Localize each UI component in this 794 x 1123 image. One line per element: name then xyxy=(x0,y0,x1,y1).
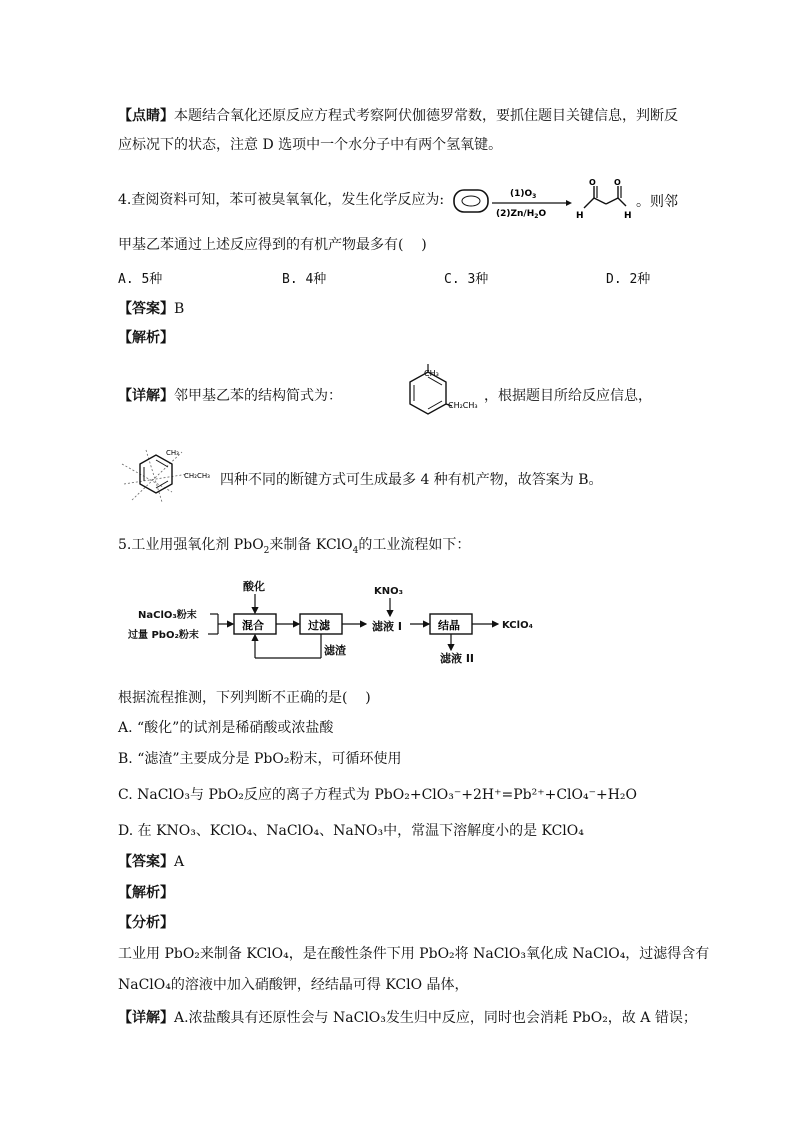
svg-text:CH₃: CH₃ xyxy=(166,449,179,457)
flow-filtrate2: 滤液 II xyxy=(440,652,475,665)
q4-detail-line-2: 四种不同的断键方式可生成最多 4 种有机产物，故答案为 B。 xyxy=(220,472,603,488)
svg-text:H: H xyxy=(624,211,632,221)
svg-text:结晶: 结晶 xyxy=(438,619,460,632)
ozonolysis-reaction-scheme xyxy=(448,176,678,222)
flow-filtrate1: 滤液 I xyxy=(372,620,402,633)
flow-kno3: KNO₃ xyxy=(374,586,403,597)
q5-detail: 【详解】A.浓盐酸具有还原性会与 NaClO₃发生归中反应，同时也会消耗 PbO₂，故 A 错误； xyxy=(118,1010,697,1026)
q4-stem: 4.查阅资料可知，苯可被臭氧氧化，发生化学反应为: xyxy=(118,192,445,208)
q5-question: 根据流程推测，下列判断不正确的是( ) xyxy=(118,690,371,706)
flow-kclo4: KClO₄ xyxy=(502,620,533,631)
q4-stem-end: 。则邻 xyxy=(636,194,678,210)
svg-text:混合: 混合 xyxy=(242,619,264,632)
q4-answer: 【答案】B xyxy=(118,301,185,317)
svg-text:CH₃: CH₃ xyxy=(424,369,439,378)
note-line-2: 应标况下的状态，注意 D 选项中一个水分子中有两个氢氧键。 xyxy=(118,137,503,153)
svg-text:CH₂CH₃: CH₂CH₃ xyxy=(184,472,210,480)
benzene-ring xyxy=(454,190,488,212)
q4-option-b[interactable]: B. 4种 xyxy=(282,272,327,287)
note-tag: 【点睛】 xyxy=(118,108,174,124)
svg-text:O: O xyxy=(589,178,596,187)
q4-stem-2: 甲基乙苯通过上述反应得到的有机产物最多有( ) xyxy=(118,237,427,253)
q5-stem: 5.工业用强氧化剂 PbO$_2$来制备 KClO$_4$的工业流程如下： xyxy=(118,537,471,556)
q4-option-d[interactable]: D. 2种 xyxy=(606,272,651,287)
bond-cleavage-structure xyxy=(118,448,222,504)
flow-naclo3: NaClO₃粉末 xyxy=(138,610,197,621)
q5-option-c[interactable]: C. NaClO₃与 PbO₂反应的离子方程式为 PbO₂+ClO₃⁻+2H⁺=Pb²⁺+ClO₄⁻+H₂O xyxy=(118,787,638,803)
q4-detail-line-1b: ，根据题目所给反应信息， xyxy=(484,388,652,404)
o-methylethylbenzene-structure xyxy=(390,368,490,426)
flow-residue: 滤渣 xyxy=(324,644,346,657)
reagent-2: $(2)Zn/H_2O$ xyxy=(496,209,547,220)
glyoxal-structure xyxy=(576,178,632,221)
q5-fenxi-tag: 【分析】 xyxy=(118,915,174,931)
q4-analysis-tag: 【解析】 xyxy=(118,330,174,346)
reagent-1: $(1)O_3$ xyxy=(510,189,537,200)
flow-acidify: 酸化 xyxy=(243,580,265,593)
q4-option-a[interactable]: A. 5种 xyxy=(118,272,163,287)
q5-fenxi-line-2: NaClO₄的溶液中加入硝酸钾，经结晶可得 KClO 晶体， xyxy=(118,977,469,993)
note-line-1: 【点睛】本题结合氧化还原反应方程式考察阿伏伽德罗常数，要抓住题目关键信息，判断反 xyxy=(118,108,678,124)
svg-text:H: H xyxy=(576,211,584,221)
svg-text:O: O xyxy=(614,178,621,187)
q5-answer: 【答案】A xyxy=(118,854,185,870)
q5-option-d[interactable]: D. 在 KNO₃、KClO₄、NaClO₄、NaNO₃中，常温下溶解度小的是 KClO₄ xyxy=(118,823,584,839)
q5-fenxi-line-1: 工业用 PbO₂来制备 KClO₄，是在酸性条件下用 PbO₂将 NaClO₃氧化成 NaClO₄，过滤得含有 xyxy=(118,946,710,962)
svg-text:过滤: 过滤 xyxy=(308,619,330,632)
q5-option-a[interactable]: A. “酸化”的试剂是稀硝酸或浓盐酸 xyxy=(118,720,334,736)
q5-analysis-tag: 【解析】 xyxy=(118,885,174,901)
q5-option-b[interactable]: B. “滤渣”主要成分是 PbO₂粉末，可循环使用 xyxy=(118,751,402,767)
cleavage-lines xyxy=(122,450,188,502)
process-flow-diagram xyxy=(128,576,548,668)
svg-text:CH₂CH₃: CH₂CH₃ xyxy=(448,401,478,410)
q4-detail-line-1: 【详解】邻甲基乙苯的结构简式为： xyxy=(118,388,342,404)
q4-option-c[interactable]: C. 3种 xyxy=(444,272,489,287)
flow-pbo2: 过量 PbO₂粉末 xyxy=(128,630,199,641)
